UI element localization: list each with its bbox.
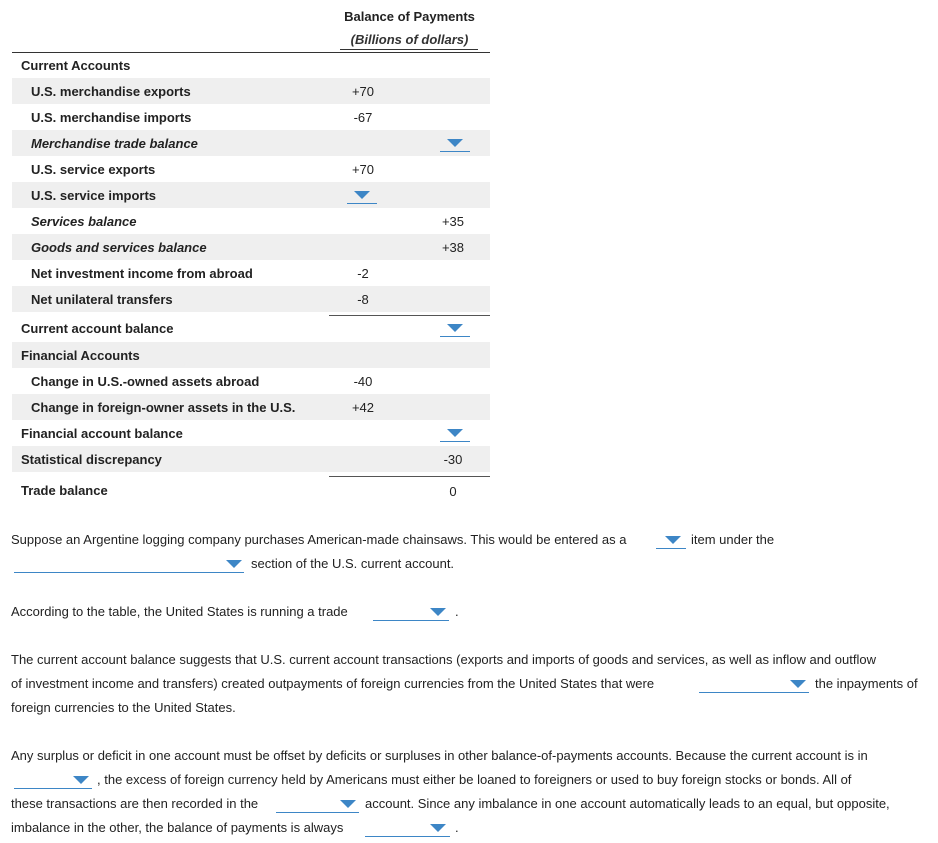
table-row [12, 368, 490, 394]
row-value: -2 [357, 266, 369, 281]
q3-text-c: the inpayments of [815, 676, 918, 691]
merchandise-trade-balance-dropdown[interactable] [440, 135, 470, 153]
q2-trade-dropdown[interactable] [373, 604, 449, 622]
q1-text-c: section of the U.S. current account. [251, 556, 455, 571]
row-label: Net unilateral transfers [31, 292, 173, 307]
q4-period: . [455, 820, 459, 835]
dropdown-underline [347, 203, 377, 204]
row-label: Financial Accounts [21, 348, 140, 363]
q2-text-a: According to the table, the United States is running a trade [11, 604, 348, 619]
table-row [12, 182, 490, 208]
table-row [12, 156, 490, 182]
row-label: Services balance [31, 214, 137, 229]
row-value: +38 [441, 240, 465, 255]
chevron-down-icon [354, 191, 370, 199]
row-label: Goods and services balance [31, 240, 207, 255]
row-label: Change in foreign-owner assets in the U.S. [31, 400, 296, 415]
row-label: Change in U.S.-owned assets abroad [31, 374, 260, 389]
row-value: 0 [449, 484, 457, 499]
chevron-down-icon [790, 680, 806, 688]
table-row [12, 342, 490, 368]
sum-rule [329, 315, 490, 316]
table-title: Balance of Payments [344, 9, 475, 24]
q4-text-d: account. Since any imbalance in one account automatically leads to an equal, but opposite, [365, 796, 890, 811]
financial-account-balance-dropdown[interactable] [440, 425, 470, 443]
q1-section-dropdown[interactable] [14, 556, 244, 574]
chevron-down-icon [447, 429, 463, 437]
dropdown-underline [440, 336, 470, 337]
table-row [12, 130, 490, 156]
dropdown-underline [14, 788, 92, 789]
row-label: U.S. merchandise exports [31, 84, 191, 99]
q3-comparison-dropdown[interactable] [699, 676, 809, 694]
dropdown-underline [699, 692, 809, 693]
dropdown-underline [656, 548, 686, 549]
row-value: +70 [351, 84, 375, 99]
table-row [12, 78, 490, 104]
current-account-balance-dropdown[interactable] [440, 320, 470, 338]
dropdown-underline [373, 620, 449, 621]
dropdown-underline [440, 441, 470, 442]
table-row [12, 446, 490, 472]
row-value: -40 [353, 374, 373, 389]
row-value: +35 [441, 214, 465, 229]
row-value: -30 [443, 452, 463, 467]
row-label: U.S. service exports [31, 162, 156, 177]
chevron-down-icon [447, 139, 463, 147]
table-row [12, 104, 490, 130]
dropdown-underline [365, 836, 450, 837]
dropdown-underline [276, 812, 359, 813]
table-row [12, 286, 490, 312]
q1-text-b: item under the [691, 532, 775, 547]
q4-text-e: imbalance in the other, the balance of payments is always [11, 820, 344, 835]
row-label: Current account balance [21, 321, 174, 336]
row-label: Merchandise trade balance [31, 136, 198, 151]
q3-text-b: of investment income and transfers) created outpayments of foreign currencies from the United States that were [11, 676, 655, 691]
table-row [12, 260, 490, 286]
table-row [12, 477, 490, 503]
row-label: Current Accounts [21, 58, 131, 73]
chevron-down-icon [430, 824, 446, 832]
subtitle-underline [340, 49, 478, 50]
q4-current-account-dropdown[interactable] [14, 772, 92, 790]
table-row [12, 52, 490, 78]
q1-entry-type-dropdown[interactable] [656, 532, 686, 550]
row-label: Statistical discrepancy [21, 452, 162, 467]
dropdown-underline [440, 151, 470, 152]
q4-balance-dropdown[interactable] [365, 820, 450, 838]
chevron-down-icon [73, 776, 89, 784]
q4-text-c: these transactions are then recorded in the [11, 796, 259, 811]
table-row [12, 420, 490, 446]
table-row [12, 315, 490, 341]
service-imports-dropdown[interactable] [347, 187, 377, 205]
row-value: +42 [351, 400, 375, 415]
chevron-down-icon [430, 608, 446, 616]
row-label: U.S. merchandise imports [31, 110, 192, 125]
chevron-down-icon [665, 536, 681, 544]
q4-account-dropdown[interactable] [276, 796, 359, 814]
q2-period: . [455, 604, 459, 619]
chevron-down-icon [447, 324, 463, 332]
row-label: Financial account balance [21, 426, 183, 441]
table-row [12, 234, 490, 260]
chevron-down-icon [340, 800, 356, 808]
q4-text-a: Any surplus or deficit in one account must be offset by deficits or surpluses in other balance-of-payments accounts. Because the current account is in [11, 748, 868, 763]
chevron-down-icon [226, 560, 242, 568]
row-label: Trade balance [21, 483, 108, 498]
row-label: U.S. service imports [31, 188, 156, 203]
q4-text-b: , the excess of foreign currency held by Americans must either be loaned to foreigners or used to buy foreign stocks or bonds. All of [97, 772, 852, 787]
sum-rule [329, 476, 490, 477]
q1-text-a: Suppose an Argentine logging company purchases American-made chainsaws. This would be entered as a [11, 532, 627, 547]
row-label: Net investment income from abroad [31, 266, 253, 281]
dropdown-underline [14, 572, 244, 573]
row-value: -67 [353, 110, 373, 125]
table-row [12, 208, 490, 234]
table-row [12, 394, 490, 420]
q3-text-d: foreign currencies to the United States. [11, 700, 236, 715]
row-value: +70 [351, 162, 375, 177]
table-subtitle: (Billions of dollars) [350, 32, 469, 47]
q3-text-a: The current account balance suggests that U.S. current account transactions (exports and imports of goods and services, as well as inflow and outflow [11, 652, 876, 667]
row-value: -8 [357, 292, 369, 307]
